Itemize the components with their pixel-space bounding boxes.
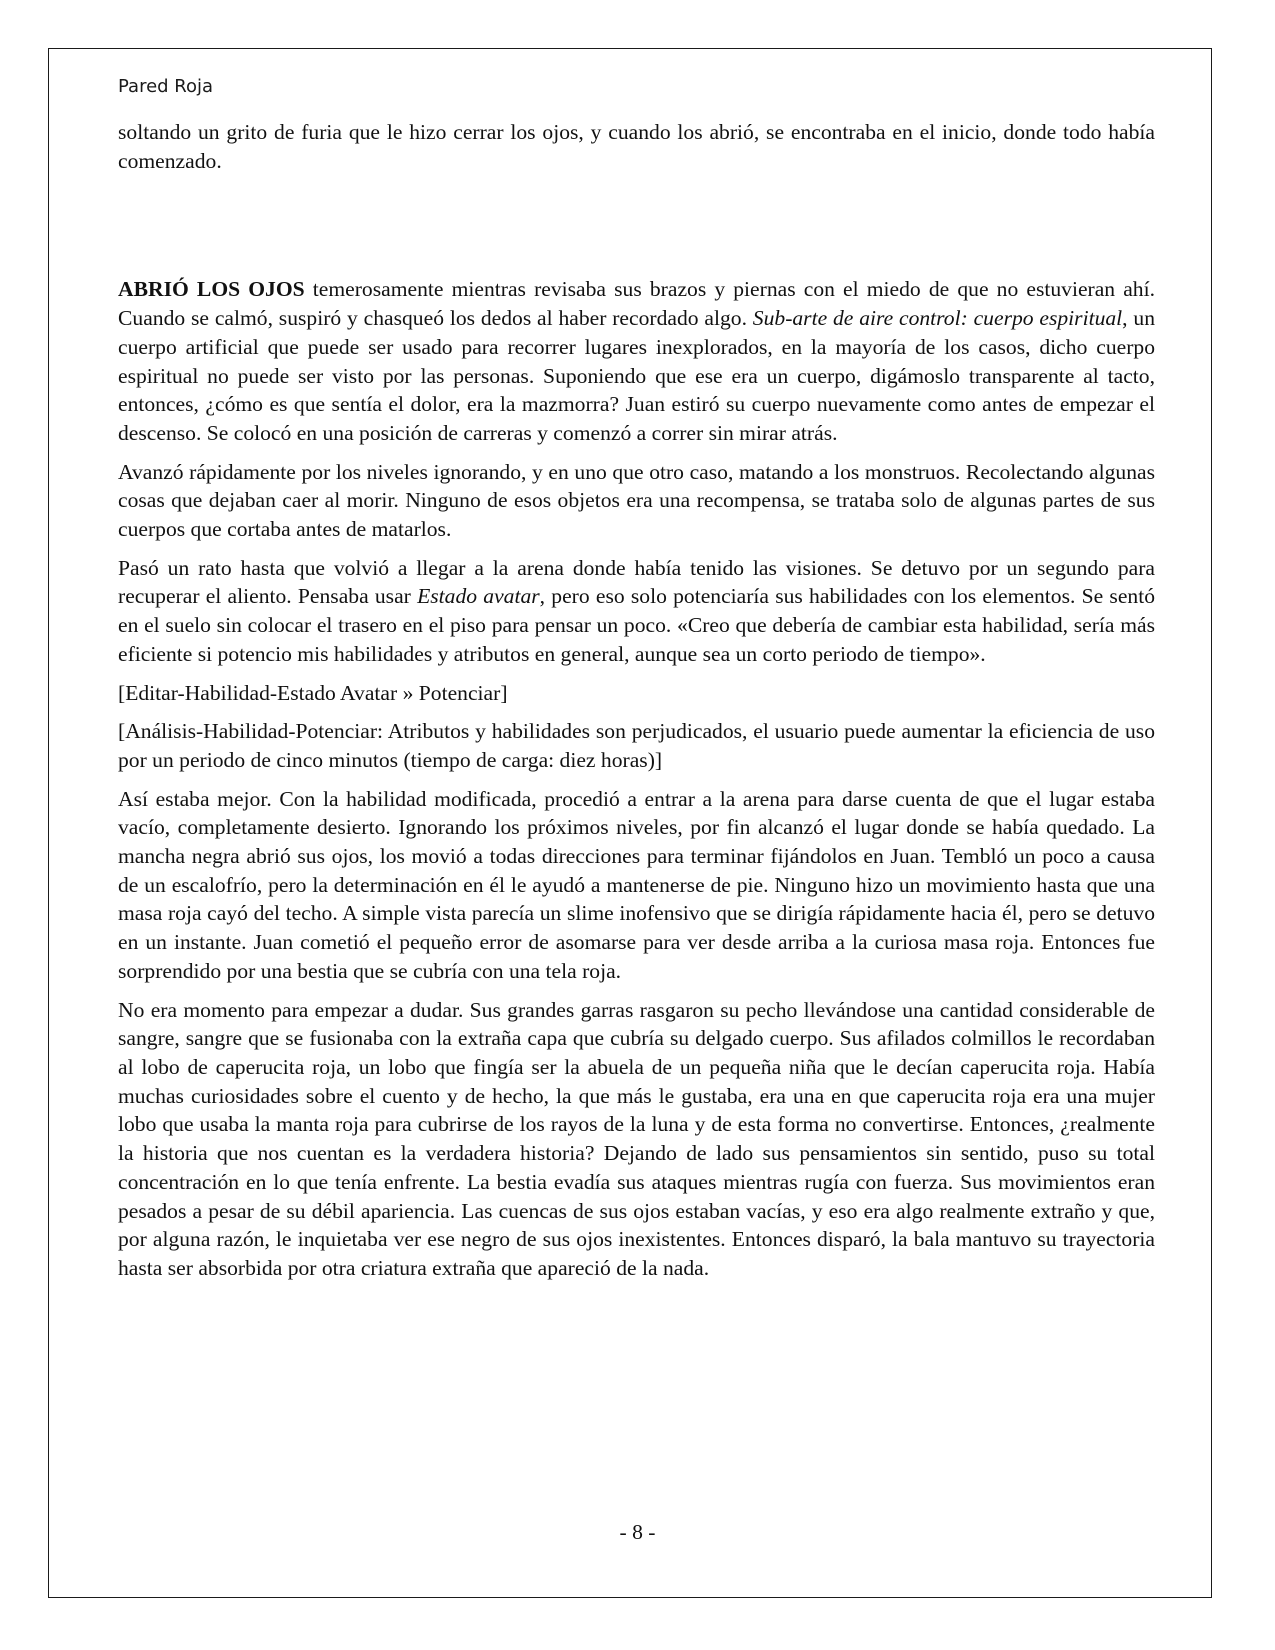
paragraph: Avanzó rápidamente por los niveles ignorando, y en uno que otro caso, matando a los monstruos. Recolectando algunas cosas que dejaban caer al morir. Ninguno de esos objetos era una recompensa, se trataba solo de algunas partes de sus cuerpos que cortaba antes de matarlos. — [118, 459, 1155, 542]
paragraph: No era momento para empezar a dudar. Sus grandes garras rasgaron su pecho llevándose una cantidad considerable de sangre, sangre que se fusionaba con la extraña capa que cubría su delgado cuerpo. Sus afilados colmillos le recordaban al lobo de caperucita roja, un lobo que fingía ser la abuela de un pequeña niña que le decían caperucita roja. Había muchas curiosidades sobre el cuento y de hecho, la que más le gustaba, era una en que caperucita roja era una mujer lobo que usaba la manta roja para cubrirse de los rayos de la luna y de esta forma no convertirse. Entonces, ¿realmente la historia que nos cuentan es la verdadera historia? Dejando de lado sus pensamientos sin sentido, puso su total concentración en lo que tenía enfrente. La bestia evadía sus ataques mientras rugía con fuerza. Sus movimientos eran pesados a pesar de su débil apariencia. Las cuencas de sus ojos estaban vacías, y eso era algo realmente extraño y que, por alguna razón, le inquietaba ver ese negro de sus ojos inexistentes. Entonces disparó, la bala mantuvo su trayectoria hasta ser absorbida por otra criatura extraña que apareció de la nada. — [118, 997, 1155, 1280]
page-body — [118, 118, 1155, 1293]
page-number: - 8 - — [619, 1520, 656, 1544]
paragraph-chapter-opening — [118, 275, 1155, 447]
paragraph-text: Pasó un rato hasta que volvió a llegar a la arena donde había tenido las visiones. Se detuvo por un segundo para recuperar el aliento. Pensaba usar — [118, 555, 1155, 609]
italic-skill-name: Estado avatar — [417, 584, 540, 609]
paragraph-text: , un cuerpo artificial que puede ser usado para recorrer lugares inexplorados, en la mayoría de los casos, dicho cuerpo espiritual no puede ser visto por las personas. Suponiendo que ese era un cuerpo, digámoslo transparente al tacto, entonces, ¿cómo es que sentía el dolor, era la mazmorra? Juan estiró su cuerpo nuevamente como antes de empezar el descenso. Se colocó en una posición de carreras y comenzó a correr sin mirar atrás. — [118, 306, 1155, 445]
paragraph-continuation: soltando un grito de furia que le hizo cerrar los ojos, y cuando los abrió, se encontraba en el inicio, donde todo había comenzado. — [118, 120, 1155, 173]
paragraph-text: , pero eso solo potenciaría sus habilidades con los elementos. Se sentó en el suelo sin colocar el trasero en el piso para pensar un poco. «Creo que debería de cambiar esta habilidad, sería más eficiente si potencio mis habilidades y atributos en general, aunque sea un corto periodo de tiempo». — [118, 584, 1155, 666]
paragraph — [118, 554, 1155, 669]
paragraph: Así estaba mejor. Con la habilidad modificada, procedió a entrar a la arena para darse cuenta de que el lugar estaba vacío, completamente desierto. Ignorando los próximos niveles, por fin alcanzó el lugar donde se había quedado. La mancha negra abrió sus ojos, los movió a todas direcciones para terminar fijándolos en Juan. Tembló un poco a causa de un escalofrío, pero la determinación en él le ayudó a mantenerse de pie. Ninguno hizo un movimiento hasta que una masa roja cayó del techo. A simple vista parecía un slime inofensivo que se dirigía rápidamente hacia él, pero se detuvo en un instante. Juan cometió el pequeño error de asomarse para ver desde arriba a la curiosa masa roja. Entonces fue sorprendido por una bestia que se cubría con una tela roja. — [118, 786, 1155, 983]
system-message-analysis: [Análisis-Habilidad-Potenciar: Atributos y habilidades son perjudicados, el usuario puede aumentar la eficiencia de uso por un periodo de cinco minutos (tiempo de carga: diez horas)] — [118, 719, 1155, 772]
italic-skill-name: Sub-arte de aire control: cuerpo espiritual — [752, 306, 1123, 331]
system-message-edit: [Editar-Habilidad-Estado Avatar » Potenciar] — [118, 680, 508, 705]
lead-in-bold: ABRIÓ LOS OJOS — [118, 277, 305, 302]
paragraph-text: temerosamente mientras revisaba sus brazos y piernas con el miedo de que no estuvieran ahí. Cuando se calmó, suspiró y chasqueó los dedos al haber recordado algo. — [118, 277, 1155, 331]
running-header-title: Pared Roja — [118, 76, 214, 97]
